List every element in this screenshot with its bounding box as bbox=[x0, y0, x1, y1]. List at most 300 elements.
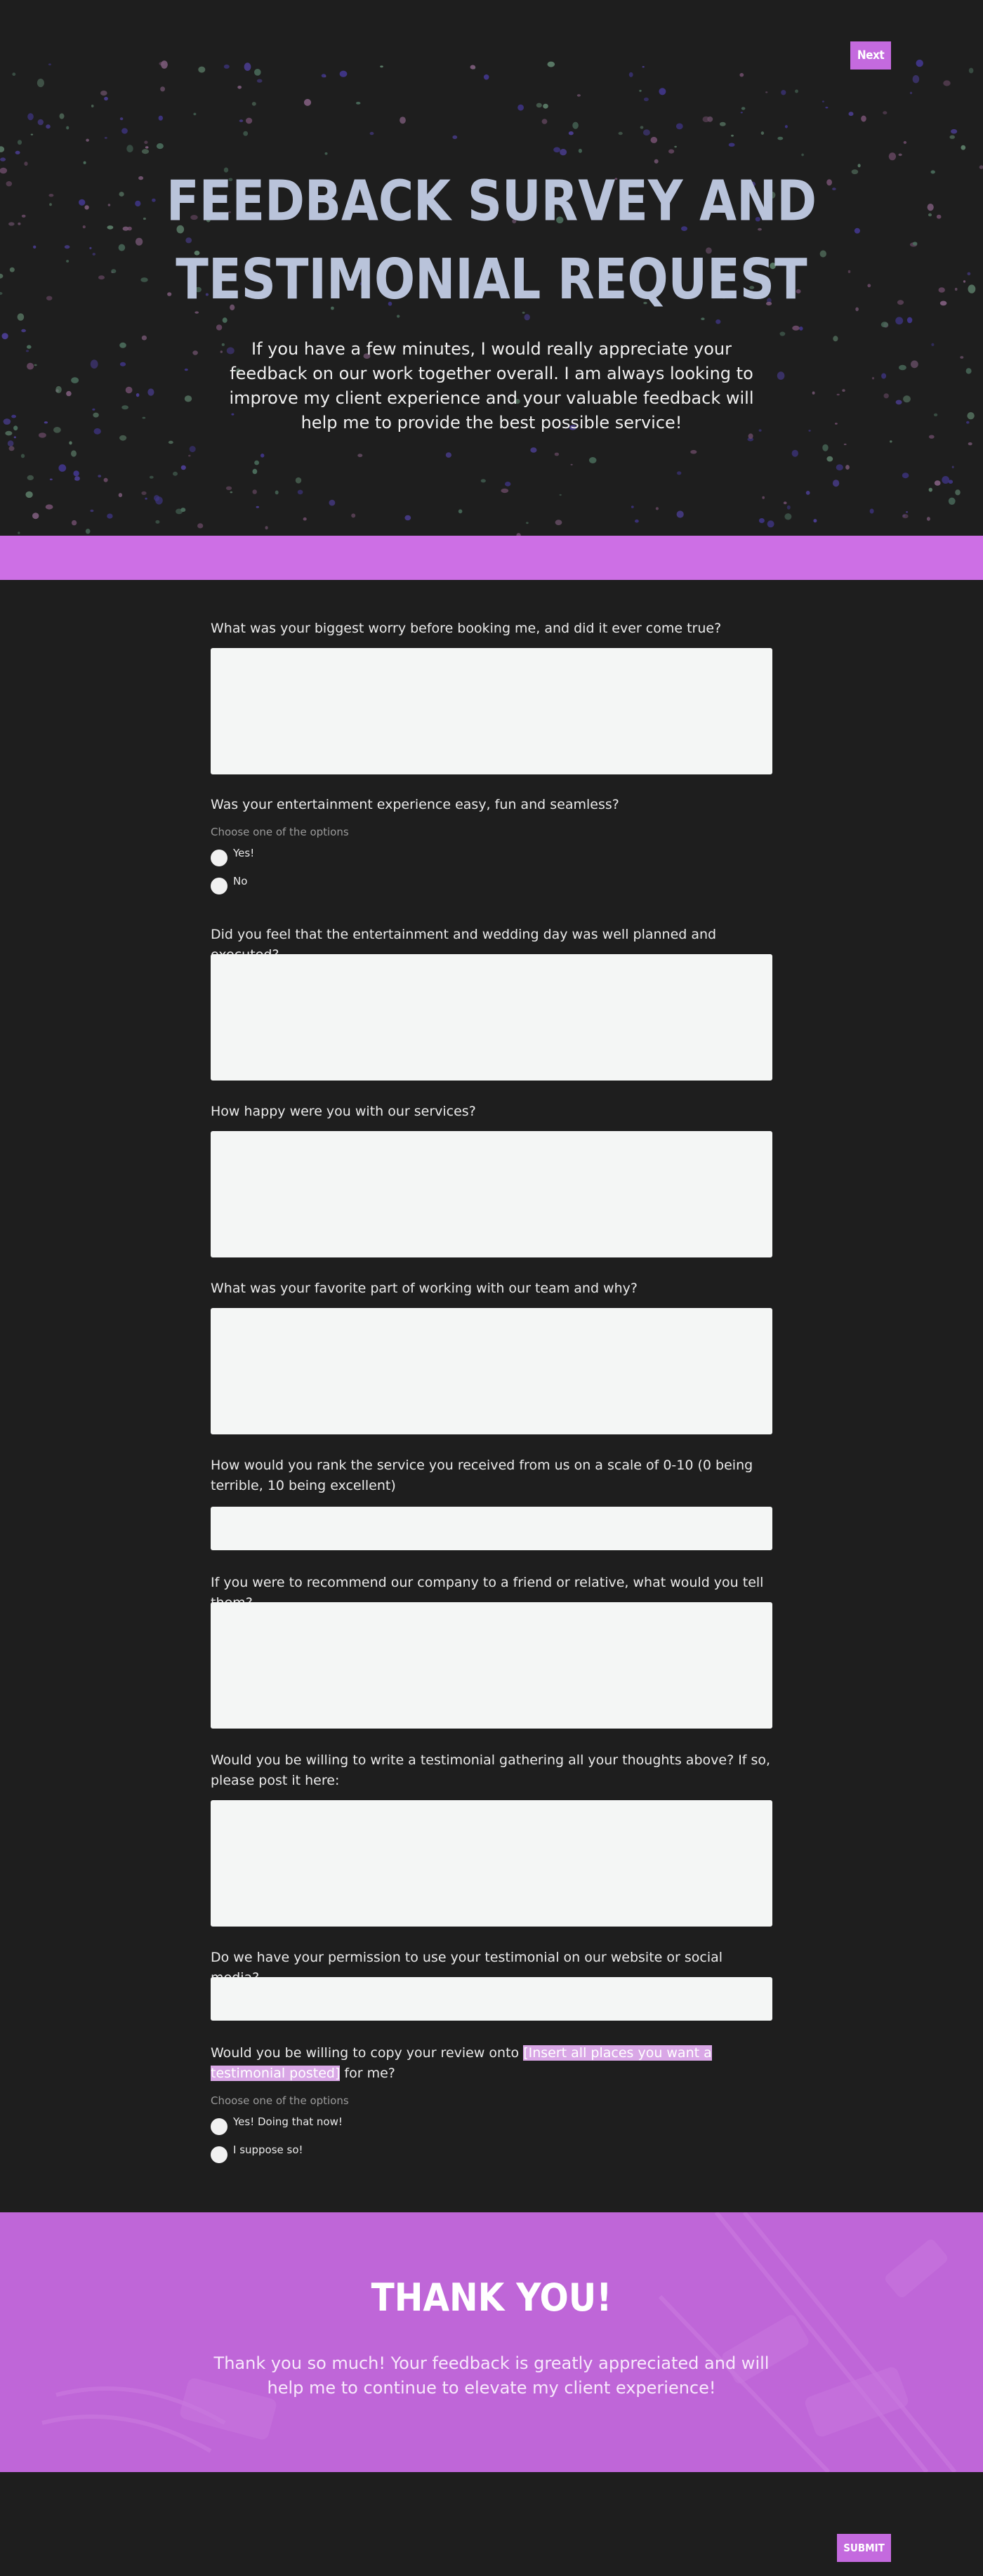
confetti-speck bbox=[98, 475, 101, 477]
confetti-speck bbox=[161, 60, 168, 69]
confetti-speck bbox=[108, 204, 111, 206]
confetti-speck bbox=[53, 427, 61, 433]
confetti-speck bbox=[543, 104, 548, 109]
confetti-speck bbox=[380, 65, 383, 67]
confetti-speck bbox=[18, 140, 22, 145]
confetti-speck bbox=[966, 421, 970, 424]
confetti-speck bbox=[223, 317, 227, 323]
confetti-speck bbox=[84, 161, 86, 164]
question-recommend-label: If you were to recommend our company to a friend or relative, what would you tell bbox=[211, 1575, 764, 1590]
confetti-speck bbox=[94, 428, 101, 435]
confetti-speck bbox=[731, 135, 734, 137]
copy-review-text: Would you be willing to copy your review onto bbox=[211, 2045, 524, 2061]
confetti-speck bbox=[157, 143, 164, 149]
confetti-speck bbox=[813, 519, 817, 522]
confetti-speck bbox=[960, 356, 963, 359]
confetti-speck bbox=[785, 125, 788, 128]
confetti-speck bbox=[651, 137, 658, 143]
radio-option-doing-now[interactable] bbox=[211, 2115, 365, 2134]
confetti-speck bbox=[784, 501, 787, 504]
radio-button[interactable] bbox=[211, 878, 227, 894]
rank-input[interactable] bbox=[211, 1507, 772, 1550]
confetti-speck bbox=[27, 363, 34, 370]
accent-band bbox=[0, 536, 983, 580]
confetti-speck bbox=[48, 63, 51, 65]
confetti-speck bbox=[955, 288, 958, 291]
question-favorite-label: What was your favorite part of working with our team and why? bbox=[211, 1281, 638, 1296]
confetti-speck bbox=[966, 368, 972, 374]
confetti-speck bbox=[66, 391, 72, 396]
confetti-speck bbox=[631, 506, 634, 508]
hero-section bbox=[0, 0, 983, 536]
confetti-speck bbox=[589, 457, 597, 463]
confetti-speck bbox=[147, 388, 154, 395]
confetti-speck bbox=[822, 444, 828, 451]
confetti-speck bbox=[929, 435, 935, 439]
confetti-speck bbox=[181, 465, 186, 470]
confetti-speck bbox=[952, 466, 954, 468]
confetti-speck bbox=[911, 360, 918, 368]
confetti-speck bbox=[0, 168, 7, 174]
page-title bbox=[140, 162, 843, 319]
confetti-speck bbox=[83, 225, 86, 228]
confetti-speck bbox=[729, 143, 735, 147]
confetti-speck bbox=[842, 389, 845, 392]
confetti-speck bbox=[812, 392, 815, 395]
confetti-speck bbox=[913, 242, 918, 245]
confetti-speck bbox=[715, 319, 720, 324]
confetti-speck bbox=[31, 134, 33, 136]
confetti-speck bbox=[0, 292, 3, 295]
confetti-speck bbox=[46, 296, 52, 300]
confetti-speck bbox=[34, 364, 37, 366]
confetti-speck bbox=[690, 450, 697, 454]
radio-label: Yes! Doing that now! bbox=[233, 2115, 343, 2128]
confetti-speck bbox=[942, 476, 949, 484]
confetti-speck bbox=[226, 487, 232, 490]
confetti-speck bbox=[155, 520, 159, 524]
confetti-speck bbox=[792, 450, 798, 457]
confetti-speck bbox=[252, 102, 256, 106]
confetti-speck bbox=[676, 124, 683, 130]
confetti-speck bbox=[33, 246, 36, 249]
confetti-speck bbox=[357, 454, 362, 457]
confetti-speck bbox=[46, 124, 51, 128]
confetti-speck bbox=[90, 510, 93, 513]
thank-you-title: THANK YOU! bbox=[371, 2276, 612, 2320]
confetti-speck bbox=[72, 520, 77, 525]
confetti-speck bbox=[825, 107, 828, 108]
confetti-speck bbox=[720, 122, 726, 126]
confetti-speck bbox=[659, 88, 666, 95]
confetti-speck bbox=[677, 471, 681, 475]
confetti-speck bbox=[967, 412, 974, 419]
confetti-speck bbox=[400, 117, 406, 124]
confetti-speck bbox=[849, 112, 854, 116]
confetti-speck bbox=[22, 215, 26, 218]
confetti-speck bbox=[9, 446, 15, 451]
confetti-speck bbox=[884, 393, 889, 398]
confetti-speck bbox=[452, 136, 457, 139]
confetti-speck bbox=[73, 470, 79, 476]
confetti-speck bbox=[644, 98, 649, 101]
confetti-speck bbox=[136, 393, 140, 397]
confetti-speck bbox=[943, 80, 950, 86]
confetti-speck bbox=[0, 157, 6, 161]
confetti-speck bbox=[60, 113, 65, 119]
confetti-speck bbox=[119, 435, 126, 441]
confetti-speck bbox=[777, 371, 785, 380]
confetti-speck bbox=[119, 493, 122, 497]
confetti-speck bbox=[92, 409, 95, 411]
confetti-speck bbox=[65, 245, 70, 249]
confetti-speck bbox=[927, 517, 930, 521]
confetti-speck bbox=[32, 513, 39, 519]
confetti-speck bbox=[71, 450, 77, 456]
radio-label: No bbox=[233, 875, 248, 887]
confetti-speck bbox=[111, 269, 116, 273]
confetti-speck bbox=[867, 284, 871, 287]
confetti-speck bbox=[239, 119, 244, 122]
confetti-speck bbox=[762, 496, 765, 499]
confetti-speck bbox=[21, 454, 25, 458]
confetti-speck bbox=[536, 103, 542, 108]
confetti-speck bbox=[12, 72, 15, 76]
confetti-speck bbox=[18, 313, 25, 321]
confetti-speck bbox=[928, 213, 932, 216]
confetti-speck bbox=[969, 68, 974, 74]
confetti-speck bbox=[119, 343, 126, 348]
intro-text: If you have a few minutes, I would really appreciate your feedback on our work together overall. I am always looking to improve my client experience and your valuable feedback will help me to provide the best possible service! bbox=[229, 339, 754, 432]
confetti-speck bbox=[46, 504, 53, 509]
confetti-speck bbox=[937, 215, 942, 219]
confetti-speck bbox=[759, 518, 765, 523]
confetti-speck bbox=[27, 345, 32, 348]
confetti-speck bbox=[5, 431, 12, 436]
confetti-speck bbox=[801, 154, 804, 157]
confetti-speck bbox=[787, 506, 791, 510]
confetti-speck bbox=[370, 132, 374, 135]
confetti-speck bbox=[304, 99, 311, 106]
confetti-speck bbox=[176, 509, 183, 515]
confetti-speck bbox=[703, 117, 710, 122]
confetti-speck bbox=[833, 480, 839, 487]
confetti-speck bbox=[979, 165, 983, 169]
radio-button[interactable] bbox=[211, 2146, 227, 2163]
confetti-speck bbox=[931, 343, 934, 346]
confetti-speck bbox=[765, 91, 767, 93]
confetti-speck bbox=[799, 326, 803, 331]
confetti-speck bbox=[21, 329, 26, 332]
confetti-speck bbox=[27, 113, 34, 120]
confetti-speck bbox=[949, 136, 955, 139]
confetti-speck bbox=[37, 79, 44, 87]
confetti-speck bbox=[69, 441, 72, 444]
confetti-speck bbox=[185, 395, 192, 402]
confetti-speck bbox=[121, 128, 128, 133]
confetti-speck bbox=[329, 500, 336, 506]
confetti-speck bbox=[955, 489, 961, 495]
confetti-speck bbox=[526, 522, 529, 524]
confetti-speck bbox=[845, 465, 850, 470]
thank-you-section bbox=[0, 2212, 983, 2472]
confetti-speck bbox=[555, 520, 562, 525]
confetti-speck bbox=[668, 150, 674, 154]
confetti-speck bbox=[142, 336, 147, 341]
confetti-speck bbox=[24, 161, 27, 166]
confetti-speck bbox=[848, 270, 851, 273]
confetti-speck bbox=[677, 510, 684, 517]
confetti-speck bbox=[145, 498, 147, 500]
confetti-speck bbox=[119, 192, 124, 197]
confetti-speck bbox=[852, 169, 859, 174]
confetti-speck bbox=[934, 414, 937, 416]
confetti-speck bbox=[780, 331, 786, 336]
confetti-speck bbox=[761, 131, 764, 135]
confetti-speck bbox=[940, 301, 947, 306]
confetti-speck bbox=[173, 472, 178, 476]
confetti-speck bbox=[160, 86, 165, 91]
confetti-speck bbox=[93, 413, 98, 418]
confetti-speck bbox=[356, 102, 360, 105]
confetti-speck bbox=[58, 464, 66, 472]
submit-button[interactable]: SUBMIT bbox=[837, 2534, 891, 2562]
confetti-speck bbox=[560, 494, 562, 496]
confetti-speck bbox=[808, 430, 810, 432]
confetti-speck bbox=[517, 105, 524, 111]
confetti-speck bbox=[404, 515, 411, 520]
confetti-speck bbox=[484, 74, 489, 80]
confetti-speck bbox=[822, 100, 824, 102]
confetti-speck bbox=[86, 139, 89, 142]
confetti-speck bbox=[542, 119, 548, 124]
confetti-speck bbox=[91, 105, 94, 107]
placeholder-highlight: [Insert all places you want a testimonial posted] bbox=[211, 2045, 712, 2081]
confetti-speck bbox=[10, 267, 15, 272]
confetti-speck bbox=[643, 129, 650, 136]
confetti-speck bbox=[826, 456, 833, 462]
confetti-speck bbox=[929, 488, 932, 492]
confetti-speck bbox=[656, 507, 659, 510]
confetti-speck bbox=[577, 94, 581, 97]
confetti-speck bbox=[963, 280, 965, 283]
confetti-speck bbox=[795, 90, 798, 93]
confetti-speck bbox=[861, 116, 866, 122]
confetti-speck bbox=[84, 205, 88, 209]
confetti-speck bbox=[870, 509, 874, 514]
confetti-speck bbox=[150, 476, 154, 479]
confetti-speck bbox=[11, 415, 16, 418]
confetti-speck bbox=[837, 394, 840, 396]
happiness-textarea[interactable] bbox=[211, 1131, 772, 1257]
confetti-speck bbox=[144, 140, 147, 144]
confetti-speck bbox=[833, 336, 838, 341]
confetti-speck bbox=[0, 274, 3, 279]
confetti-speck bbox=[18, 531, 20, 534]
confetti-speck bbox=[246, 118, 252, 124]
confetti-speck bbox=[298, 490, 303, 495]
confetti-speck bbox=[119, 244, 126, 251]
confetti-speck bbox=[928, 204, 934, 211]
confetti-speck bbox=[951, 129, 957, 134]
confetti-speck bbox=[781, 90, 786, 95]
confetti-speck bbox=[555, 453, 559, 456]
confetti-speck bbox=[572, 122, 579, 129]
confetti-speck bbox=[899, 154, 902, 157]
testimonial-textarea[interactable] bbox=[211, 1800, 772, 1927]
confetti-speck bbox=[961, 145, 966, 150]
confetti-speck bbox=[89, 247, 91, 249]
recommend-textarea[interactable] bbox=[211, 1602, 772, 1729]
confetti-speck bbox=[49, 203, 52, 206]
confetti-speck bbox=[569, 131, 574, 135]
confetti-speck bbox=[123, 227, 129, 231]
permission-input[interactable] bbox=[211, 1977, 772, 2021]
confetti-speck bbox=[143, 417, 146, 419]
confetti-speck bbox=[322, 74, 326, 77]
confetti-speck bbox=[784, 513, 791, 520]
confetti-speck bbox=[169, 441, 173, 444]
confetti-speck bbox=[8, 440, 14, 447]
planning-textarea[interactable] bbox=[211, 954, 772, 1081]
confetti-speck bbox=[619, 132, 623, 135]
question-happiness-label: How happy were you with our services? bbox=[211, 1104, 476, 1119]
confetti-speck bbox=[15, 151, 20, 154]
confetti-speck bbox=[71, 377, 79, 383]
confetti-speck bbox=[629, 72, 633, 77]
confetti-speck bbox=[903, 395, 911, 402]
confetti-speck bbox=[458, 509, 463, 513]
confetti-speck bbox=[120, 117, 123, 120]
confetti-speck bbox=[639, 90, 641, 92]
confetti-speck bbox=[325, 152, 328, 155]
confetti-speck bbox=[256, 506, 259, 508]
radio-option-no[interactable] bbox=[211, 875, 295, 893]
worry-textarea[interactable] bbox=[211, 648, 772, 774]
question-worry-label: What was your biggest worry before booking me, and did it ever come true? bbox=[211, 621, 722, 636]
radio-button[interactable] bbox=[211, 2118, 227, 2135]
confetti-speck bbox=[18, 223, 20, 225]
confetti-speck bbox=[27, 475, 34, 480]
confetti-speck bbox=[14, 436, 16, 438]
confetti-speck bbox=[303, 517, 307, 521]
confetti-speck bbox=[351, 513, 355, 517]
confetti-speck bbox=[560, 149, 567, 155]
confetti-speck bbox=[296, 477, 301, 484]
question-testimonial-label: Would you be willing to write a testimonial gathering all your thoughts above? If so, please post it here: bbox=[211, 1752, 771, 1788]
confetti-speck bbox=[902, 514, 909, 518]
confetti-speck bbox=[86, 529, 91, 534]
confetti-speck bbox=[230, 491, 233, 494]
confetti-speck bbox=[190, 446, 196, 452]
confetti-speck bbox=[446, 452, 451, 458]
confetti-speck bbox=[939, 287, 945, 293]
confetti-speck bbox=[216, 324, 222, 330]
next-button[interactable]: Next bbox=[850, 41, 891, 70]
confetti-speck bbox=[142, 149, 149, 154]
confetti-speck bbox=[906, 511, 908, 513]
confetti-speck bbox=[244, 62, 251, 71]
confetti-speck bbox=[767, 520, 774, 527]
radio-option-yes[interactable] bbox=[211, 847, 295, 865]
confetti-speck bbox=[100, 91, 107, 95]
confetti-speck bbox=[185, 369, 188, 371]
confetti-speck bbox=[55, 386, 62, 393]
confetti-speck bbox=[243, 131, 248, 136]
confetti-speck bbox=[74, 479, 77, 480]
radio-option-suppose-so[interactable] bbox=[211, 2144, 365, 2162]
confetti-speck bbox=[881, 374, 886, 379]
confetti-speck bbox=[254, 69, 261, 76]
confetti-speck bbox=[844, 444, 847, 445]
radio-button[interactable] bbox=[211, 850, 227, 866]
confetti-speck bbox=[896, 400, 902, 405]
confetti-speck bbox=[44, 421, 48, 423]
confetti-speck bbox=[553, 147, 560, 153]
confetti-speck bbox=[741, 112, 743, 113]
confetti-speck bbox=[835, 423, 838, 425]
confetti-speck bbox=[126, 387, 133, 393]
confetti-speck bbox=[571, 464, 573, 465]
confetti-speck bbox=[872, 377, 874, 379]
confetti-speck bbox=[642, 66, 645, 67]
confetti-speck bbox=[635, 520, 639, 523]
confetti-speck bbox=[904, 141, 906, 144]
confetti-speck bbox=[253, 489, 257, 494]
confetti-speck bbox=[968, 284, 976, 293]
confetti-speck bbox=[155, 496, 163, 504]
choose-hint: Choose one of the options bbox=[211, 826, 349, 838]
confetti-speck bbox=[159, 116, 163, 121]
confetti-speck bbox=[881, 322, 888, 327]
confetti-speck bbox=[505, 482, 510, 487]
confetti-speck bbox=[107, 225, 114, 230]
confetti-speck bbox=[224, 65, 230, 69]
confetti-speck bbox=[26, 350, 29, 352]
confetti-speck bbox=[91, 359, 98, 369]
radio-label: I suppose so! bbox=[233, 2144, 303, 2156]
confetti-speck bbox=[237, 86, 242, 89]
confetti-speck bbox=[188, 455, 190, 457]
confetti-speck bbox=[25, 491, 32, 498]
confetti-speck bbox=[104, 478, 108, 482]
confetti-speck bbox=[855, 308, 859, 312]
confetti-speck bbox=[949, 498, 956, 505]
confetti-speck bbox=[739, 73, 744, 77]
confetti-speck bbox=[501, 489, 508, 493]
confetti-speck bbox=[66, 126, 69, 130]
question-experience-label: Was your entertainment experience easy, fun and seamless? bbox=[211, 797, 619, 812]
confetti-speck bbox=[107, 514, 112, 519]
confetti-speck bbox=[198, 67, 205, 73]
choose-hint: Choose one of the options bbox=[211, 2094, 349, 2107]
confetti-speck bbox=[145, 146, 149, 148]
confetti-speck bbox=[806, 491, 810, 495]
title-line-1: FEEDBACK SURVEY AND bbox=[166, 168, 817, 234]
confetti-speck bbox=[253, 469, 258, 474]
confetti-speck bbox=[548, 62, 555, 67]
confetti-speck bbox=[48, 194, 53, 197]
confetti-speck bbox=[340, 71, 348, 77]
confetti-speck bbox=[254, 461, 259, 465]
confetti-speck bbox=[126, 145, 133, 152]
confetti-speck bbox=[883, 111, 887, 114]
confetti-speck bbox=[79, 199, 85, 206]
confetti-speck bbox=[120, 362, 126, 366]
title-line-2: TESTIMONIAL REQUEST bbox=[176, 246, 807, 312]
favorite-textarea[interactable] bbox=[211, 1308, 772, 1434]
question-rank-label: How would you rank the service you received from us on a scale of 0-10 (0 being terrible, 10 being excellent) bbox=[211, 1458, 753, 1493]
